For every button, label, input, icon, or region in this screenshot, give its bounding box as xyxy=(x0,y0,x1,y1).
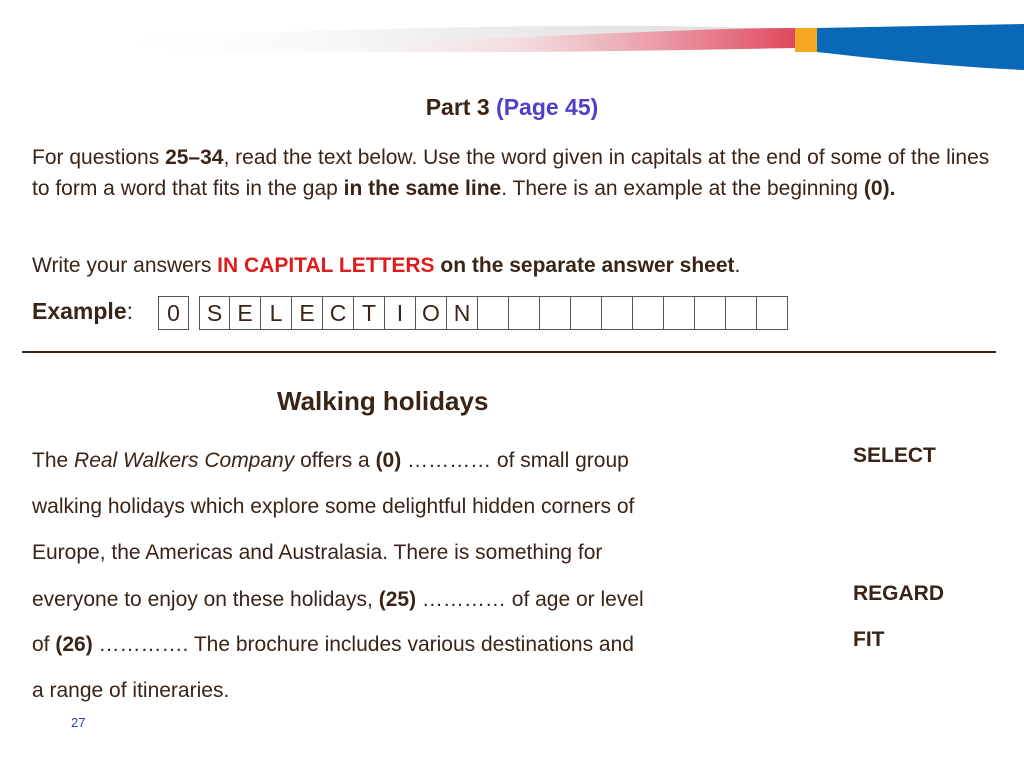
page-number: 27 xyxy=(71,715,86,730)
example-label xyxy=(32,298,133,325)
answer-letter-box xyxy=(757,296,788,330)
answer-sheet-note: on the separate answer sheet xyxy=(434,254,735,277)
answer-letter-box xyxy=(571,296,602,330)
answer-letter-box xyxy=(540,296,571,330)
passage-text: of xyxy=(32,633,56,656)
answer-letter-box xyxy=(633,296,664,330)
part-label: Part 3 xyxy=(425,94,490,120)
keyword-regard: REGARD xyxy=(853,582,945,605)
instr-emphasis: in the same line xyxy=(343,177,502,200)
answer-letter-box: S xyxy=(199,296,230,330)
keyword-fit: FIT xyxy=(853,628,885,651)
company-name: Real Walkers Company xyxy=(74,449,295,472)
instr-text: For questions xyxy=(32,146,166,169)
answer-letter-box: L xyxy=(261,296,292,330)
passage-line-3: Europe, the Americas and Australasia. There is something for xyxy=(32,541,603,564)
answer-letter-boxes xyxy=(199,296,788,330)
passage-line-6: a range of itineraries. xyxy=(32,679,230,702)
answer-letter-box xyxy=(726,296,757,330)
answer-letter-box xyxy=(695,296,726,330)
passage-text: The xyxy=(32,449,75,472)
keyword-select: SELECT xyxy=(853,444,936,467)
gap-number: (0) xyxy=(375,449,402,472)
instructions-paragraph-1 xyxy=(32,142,992,204)
gap-number: (26) xyxy=(55,633,93,656)
answer-letter-box: C xyxy=(323,296,354,330)
example-word: Example xyxy=(32,298,127,324)
gap-number: (25) xyxy=(378,588,417,611)
example-number-box xyxy=(158,296,189,330)
instructions-paragraph-2 xyxy=(32,250,992,281)
capital-letters-note: IN CAPITAL LETTERS xyxy=(217,254,435,277)
instr-text: Write your answers xyxy=(32,254,218,277)
page-title xyxy=(0,94,1024,121)
passage-line-5 xyxy=(32,633,634,657)
question-range: 25–34 xyxy=(165,146,224,169)
passage-line-2: walking holidays which explore some delightful hidden corners of xyxy=(32,495,635,518)
answer-letter-box: O xyxy=(416,296,447,330)
answer-box-number: 0 xyxy=(158,296,189,330)
passage-text: ………… of age or level xyxy=(416,588,644,611)
answer-letter-box: E xyxy=(292,296,323,330)
example-colon: : xyxy=(126,298,133,324)
answer-letter-box xyxy=(478,296,509,330)
answer-letter-box: N xyxy=(447,296,478,330)
instr-text: . There is an example at the beginning xyxy=(501,177,864,200)
passage-line-4 xyxy=(32,588,644,612)
section-divider xyxy=(22,351,996,353)
answer-letter-box: E xyxy=(230,296,261,330)
answer-letter-box xyxy=(602,296,633,330)
passage-text: ………… of small group xyxy=(401,449,629,472)
answer-letter-box: T xyxy=(354,296,385,330)
page-reference: (Page 45) xyxy=(496,94,599,120)
header-banner xyxy=(0,0,1024,80)
answer-letter-box xyxy=(664,296,695,330)
passage-title: Walking holidays xyxy=(277,386,489,416)
instr-text: . xyxy=(734,254,741,277)
passage-text: offers a xyxy=(294,449,376,472)
passage-text: …………. The brochure includes various destinations and xyxy=(92,633,634,656)
answer-letter-box: I xyxy=(385,296,416,330)
passage-text: everyone to enjoy on these holidays, xyxy=(32,588,379,611)
example-ref: (0). xyxy=(863,177,896,200)
passage-line-1 xyxy=(32,449,629,473)
answer-letter-box xyxy=(509,296,540,330)
instr-text: , read the text below. Use the word given in capitals at the end of some of the lines to form a word that fits in the gap xyxy=(32,146,990,200)
